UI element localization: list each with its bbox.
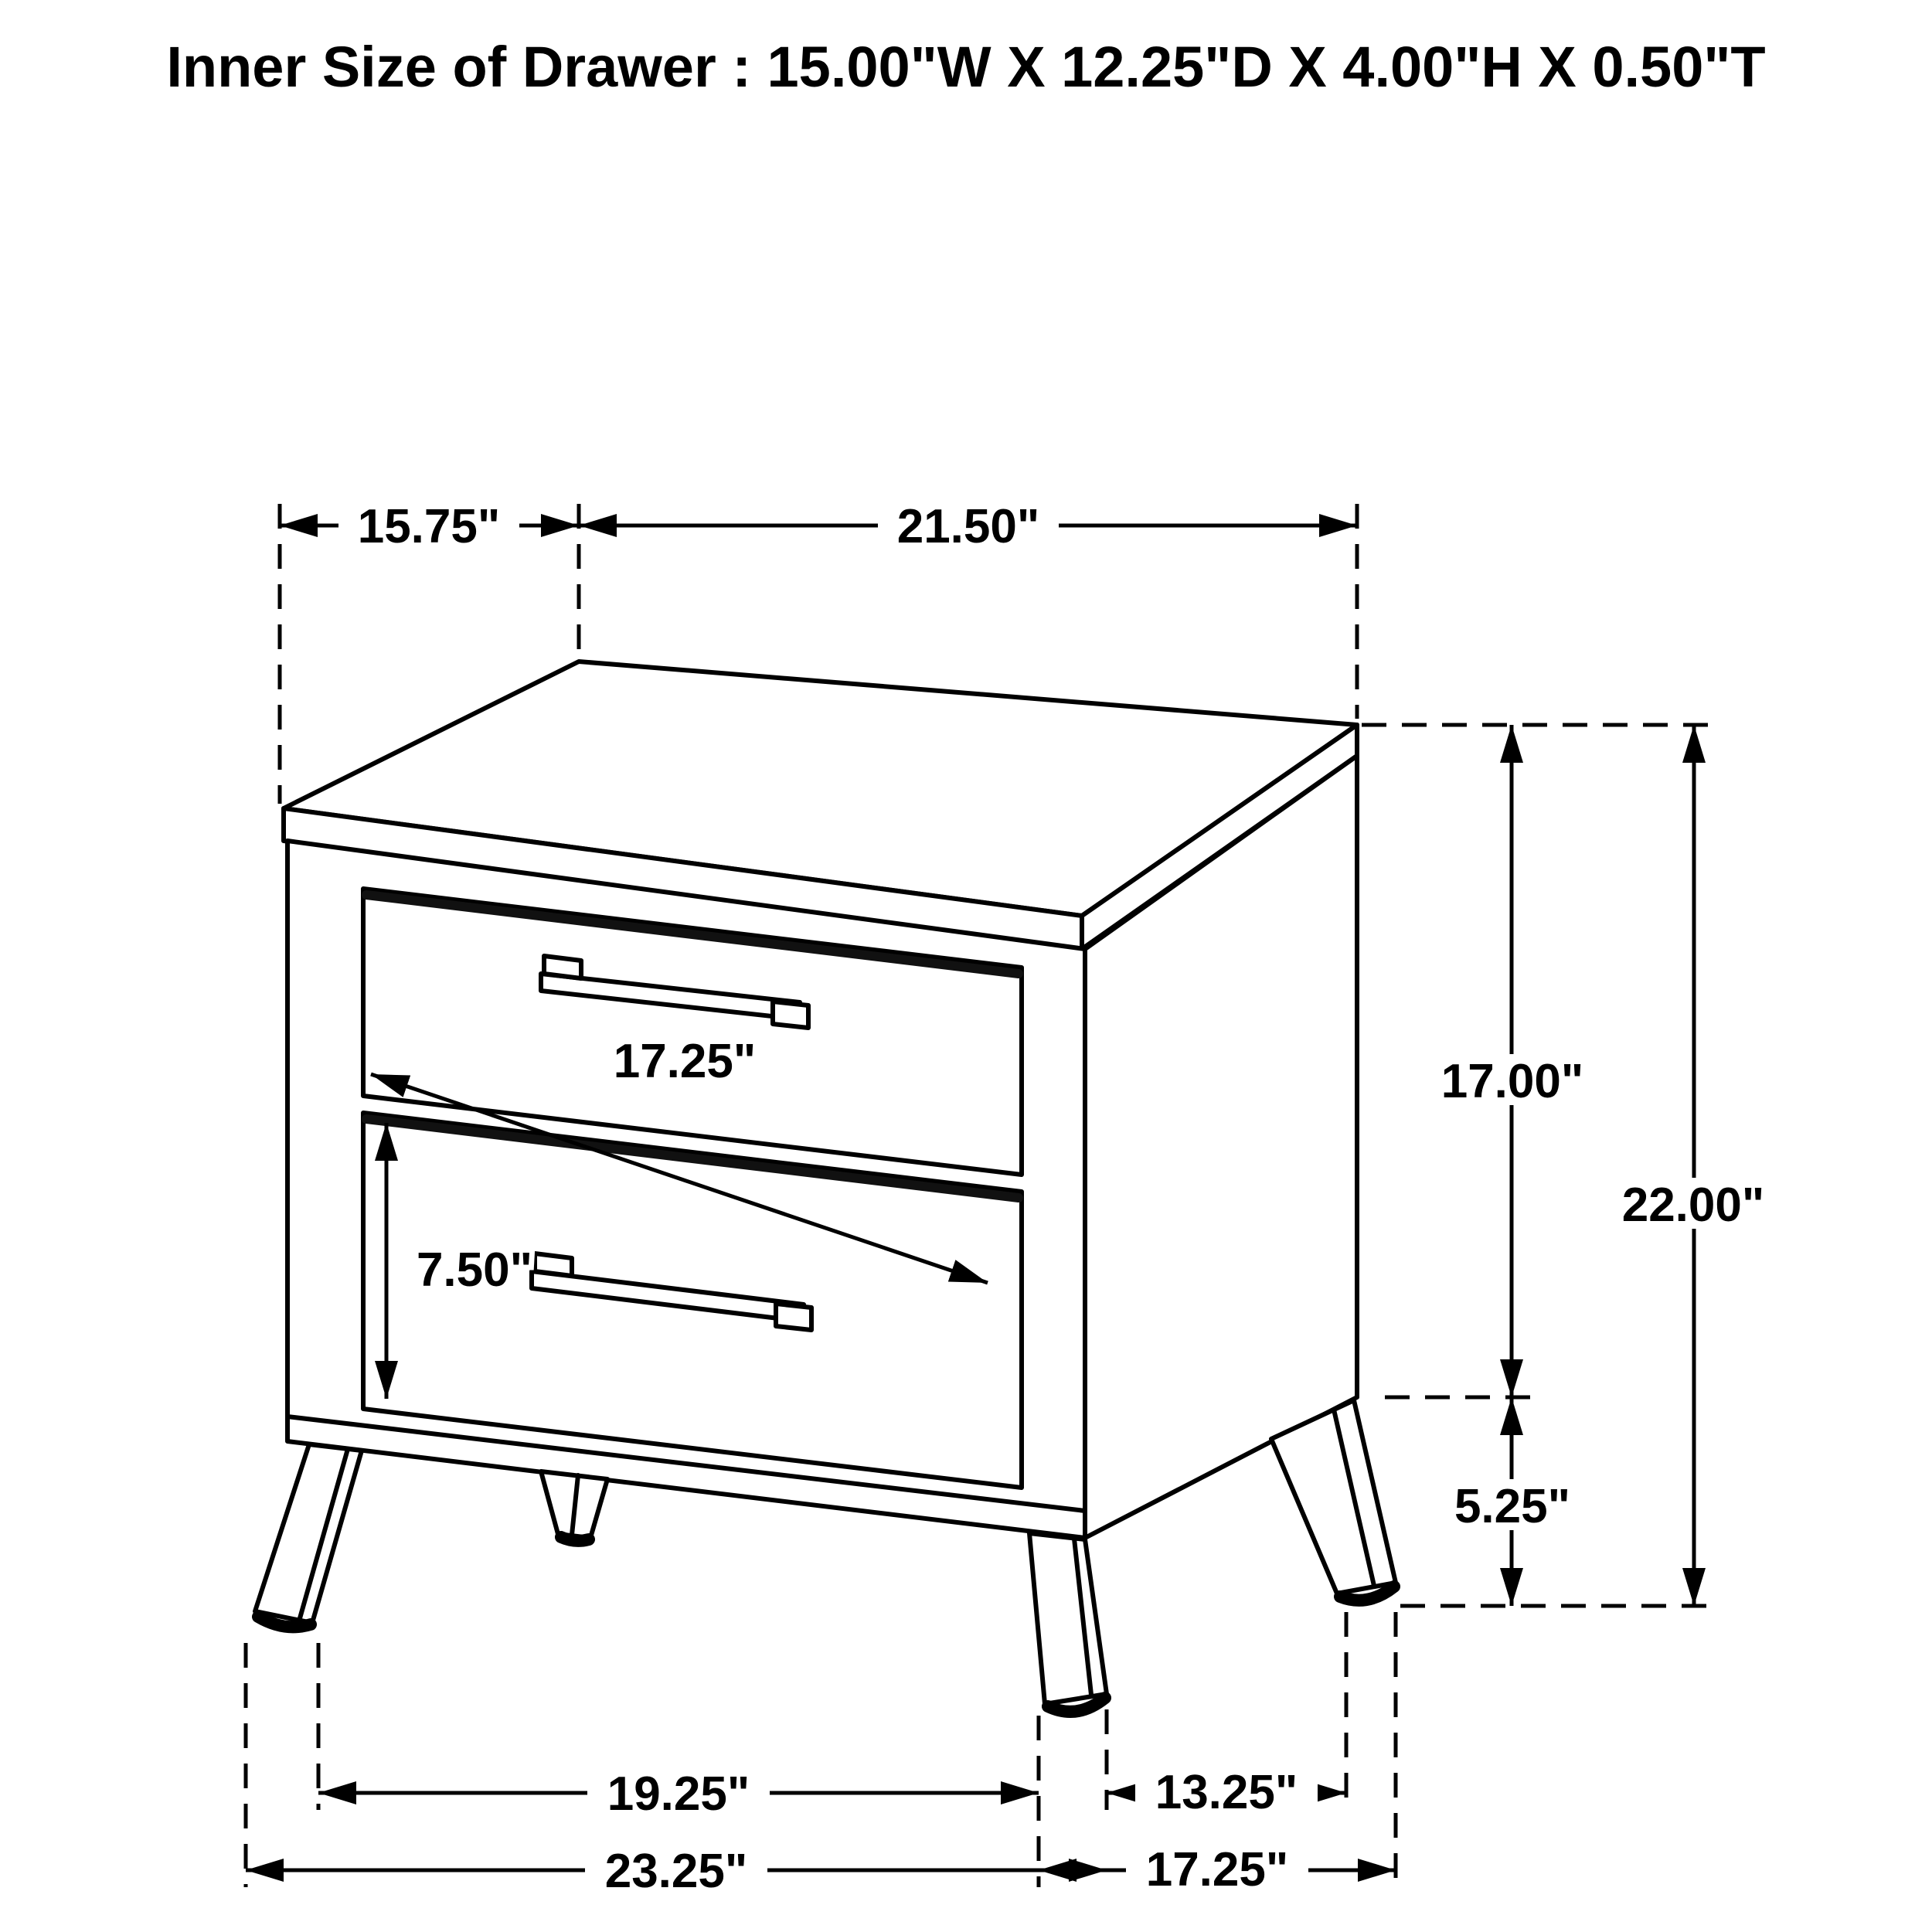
front-right-leg [1029,1533,1107,1712]
front-left-leg [255,1444,362,1627]
label-side-feet-inner: 13.25" [1155,1766,1298,1819]
label-lower-drawer-height: 7.50" [416,1243,533,1297]
label-case-height: 17.00" [1440,1055,1584,1108]
label-overall-height: 22.00" [1621,1179,1765,1232]
label-drawer-front-width: 17.25" [613,1035,757,1088]
label-leg-height: 5.25" [1454,1480,1571,1533]
label-front-feet-inner: 19.25" [607,1767,750,1821]
label-side-feet-outer: 17.25" [1145,1843,1289,1896]
back-left-leg [541,1471,607,1541]
back-right-leg [1271,1400,1396,1600]
label-top-width: 21.50" [896,500,1040,553]
label-top-depth: 15.75" [357,500,501,553]
page-title: Inner Size of Drawer : 15.00"W X 12.25"D X 4.00"H X 0.50"T [166,35,1766,99]
nightstand-illustration [255,662,1396,1712]
label-front-feet-outer: 23.25" [604,1845,748,1898]
